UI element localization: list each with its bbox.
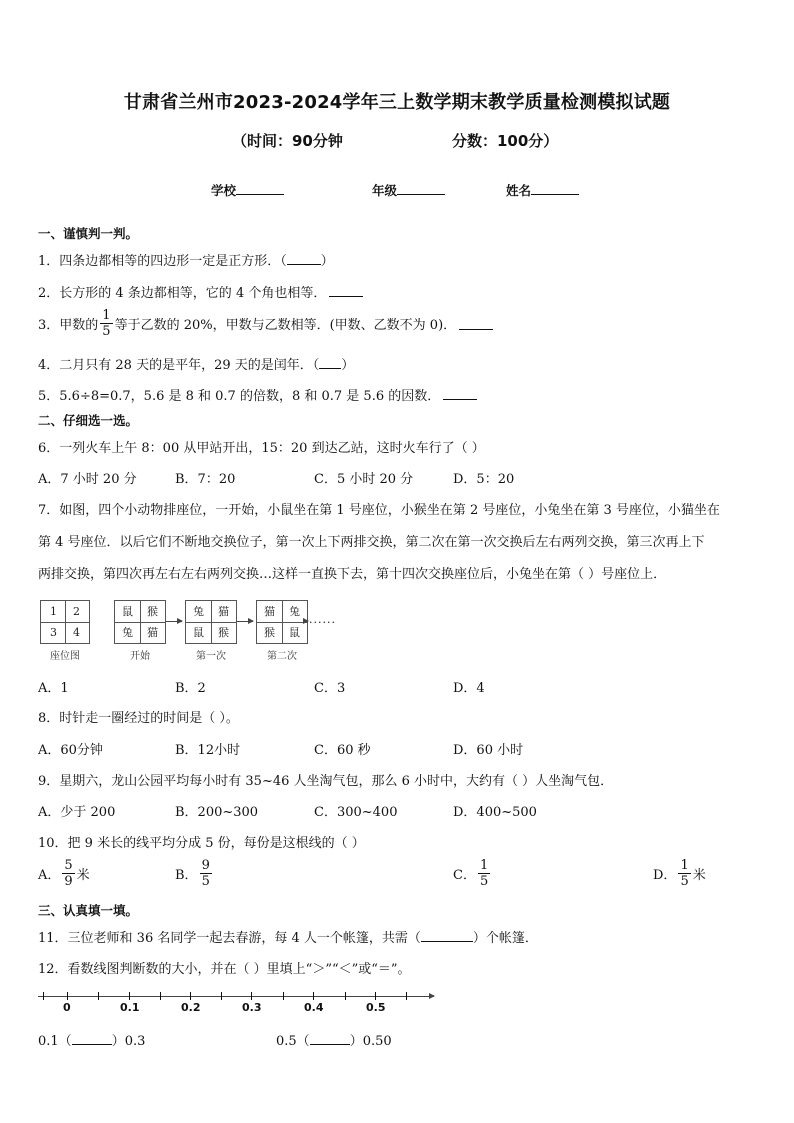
- seat-cell: 猴: [147, 605, 158, 618]
- question-3-post: 等于乙数的 20%，甲数与乙数相等．(甲数、乙数不为 0)．: [114, 318, 457, 333]
- name-label: 姓名: [506, 183, 532, 198]
- question-5-text: 5．5.6÷8=0.7，5.6 是 8 和 0.7 的倍数，8 和 0.7 是 5.6 的因数．: [38, 389, 441, 404]
- q8-option-b[interactable]: B．12小时: [175, 743, 241, 758]
- option-label: D．: [653, 868, 677, 883]
- q8-option-c[interactable]: C．60 秒: [314, 743, 371, 758]
- seat-cell: 3: [50, 626, 57, 639]
- question-2: [38, 282, 363, 301]
- compare-left-a: 0.1（: [38, 1034, 72, 1049]
- seat-cell: 兔: [289, 605, 300, 618]
- answer-blank-12a[interactable]: [72, 1032, 112, 1045]
- q10-option-c[interactable]: [453, 858, 492, 889]
- question-8: 8．时针走一圈经过的时间是（ ）。: [38, 711, 239, 726]
- seat-cell: 鼠: [122, 605, 133, 618]
- q7-option-a[interactable]: A．1: [38, 681, 69, 696]
- tick-label: 0: [63, 1001, 71, 1014]
- q9-option-c[interactable]: C．300~400: [314, 805, 398, 820]
- school-label: 学校: [211, 183, 237, 198]
- fraction-numerator: 5: [64, 858, 73, 873]
- seat-caption: 第一次: [196, 651, 226, 662]
- q8-option-d[interactable]: D．60 小时: [453, 743, 524, 758]
- q10-option-b[interactable]: [175, 858, 214, 889]
- tick: [283, 992, 284, 1000]
- option-fraction: [62, 858, 74, 889]
- fraction-denominator: 9: [64, 874, 73, 889]
- fraction-denominator: 5: [102, 324, 111, 339]
- exam-time: （时间：90分钟: [232, 132, 343, 150]
- tick-label: 0.5: [366, 1001, 386, 1014]
- tick: [345, 992, 346, 1000]
- seat-cell: 鼠: [289, 626, 300, 639]
- option-unit: 米: [76, 868, 90, 883]
- tick-label: 0.2: [181, 1001, 201, 1014]
- fraction-numerator: 1: [680, 858, 689, 873]
- question-9: 9．星期六，龙山公园平均每小时有 35~46 人坐淘气包，那么 6 小时中，大约有（ ）人坐淘气包．: [38, 774, 614, 789]
- answer-blank-5[interactable]: [443, 387, 477, 400]
- fraction-numerator: 1: [479, 858, 489, 873]
- seat-caption: 座位图: [50, 651, 80, 662]
- answer-blank-12b[interactable]: [310, 1032, 350, 1045]
- exam-score: 分数：100分）: [452, 132, 559, 150]
- seat-cell: 猫: [218, 605, 229, 618]
- compare-right-a: 0.5（: [276, 1034, 310, 1049]
- option-fraction: [478, 858, 490, 889]
- tick: [375, 992, 376, 1000]
- fraction-numerator: 1: [102, 308, 111, 323]
- question-11-text: 11．三位老师和 36 名同学一起去春游，每 4 人一个帐篷，共需（: [38, 931, 421, 946]
- seat-grid-first-swap: [185, 600, 237, 644]
- question-11-end: ）个帐篷．: [472, 931, 538, 946]
- question-10: 10．把 9 米长的线平均分成 5 份，每份是这根线的（ ）: [38, 836, 365, 851]
- tick-label: 0.1: [120, 1001, 140, 1014]
- question-11: [38, 927, 538, 946]
- seat-cell: 1: [50, 605, 57, 618]
- tick-label: 0.4: [304, 1001, 324, 1014]
- tick: [221, 992, 222, 1000]
- option-label: C．: [453, 868, 476, 883]
- compare-right-b: ）0.50: [349, 1034, 392, 1049]
- answer-blank-11[interactable]: [421, 929, 473, 942]
- option-fraction: [678, 858, 690, 889]
- name-field[interactable]: [506, 181, 579, 199]
- question-1: [38, 250, 334, 269]
- section-heading-judge: 一、谨慎判一判。: [38, 226, 139, 241]
- question-1-end: ）: [320, 254, 334, 269]
- seat-cell: 猫: [147, 626, 158, 639]
- question-7-line-2: 第 4 号座位．以后它们不断地交换位子，第一次上下两排交换，第二次在第一次交换后左右两列交换，第三次再上下: [38, 535, 705, 550]
- question-1-text: 1．四条边都相等的四边形一定是正方形．（: [38, 254, 287, 269]
- q9-option-b[interactable]: B．200~300: [175, 805, 259, 820]
- arrow-icon: [166, 621, 182, 622]
- question-7-line-1: 7．如图，四个小动物排座位，一开始，小鼠坐在第 1 号座位，小猴坐在第 2 号座位，小兔坐在第 3 号座位，小猫坐在: [38, 503, 720, 518]
- seat-cell: 猫: [264, 605, 275, 618]
- tick-label: 0.3: [242, 1001, 262, 1014]
- fraction-denominator: 5: [680, 874, 689, 889]
- seat-grid-second-swap: [256, 600, 308, 644]
- question-4: [38, 354, 354, 373]
- arrow-icon: [237, 621, 253, 622]
- q6-option-a[interactable]: A．7 小时 20 分: [38, 472, 137, 487]
- tick: [251, 992, 252, 1000]
- continuation-dots: ......: [309, 613, 336, 626]
- tick: [43, 992, 44, 1000]
- grade-label: 年级: [372, 183, 398, 198]
- q10-option-d[interactable]: [653, 858, 706, 889]
- q8-option-a[interactable]: A．60分钟: [38, 743, 103, 758]
- section-heading-fill: 三、认真填一填。: [38, 903, 139, 918]
- compare-left-b: ）0.3: [111, 1034, 146, 1049]
- seat-grid-start: [114, 600, 166, 644]
- answer-blank-4[interactable]: [319, 356, 341, 369]
- option-fraction: [200, 858, 212, 889]
- seat-cell: 猴: [218, 626, 229, 639]
- seat-cell: 兔: [193, 605, 204, 618]
- answer-blank-3[interactable]: [459, 317, 493, 330]
- tick: [98, 992, 99, 1000]
- question-3: [38, 308, 493, 339]
- fraction-one-fifth: [100, 308, 112, 339]
- option-label: A．: [38, 868, 61, 883]
- q9-option-a[interactable]: A．少于 200: [38, 805, 116, 820]
- question-5: [38, 385, 477, 404]
- question-2-text: 2．长方形的 4 条边都相等，它的 4 个角也相等．: [38, 286, 327, 301]
- seat-cell: 2: [73, 605, 80, 618]
- q10-option-a[interactable]: [38, 858, 90, 889]
- tick: [160, 992, 161, 1000]
- q7-option-c[interactable]: C．3: [314, 681, 346, 696]
- seat-cell: 4: [73, 626, 80, 639]
- fraction-numerator: 9: [201, 858, 210, 873]
- tick: [67, 992, 68, 1000]
- tick: [129, 992, 130, 1000]
- tick: [406, 992, 407, 1000]
- fraction-denominator: 5: [479, 874, 489, 889]
- page-title: 甘肃省兰州市2023-2024学年三上数学期末教学质量检测模拟试题: [123, 92, 671, 113]
- compare-left: [38, 1030, 145, 1049]
- question-4-text: 4．二月只有 28 天的是平年，29 天的是闰年．（: [38, 358, 320, 373]
- question-6: 6．一列火车上午 8：00 从甲站开出，15：20 到达乙站，这时火车行了（ ）: [38, 441, 485, 456]
- q7-option-d[interactable]: D．4: [453, 681, 485, 696]
- option-label: B．: [175, 868, 198, 883]
- seat-caption: 开始: [130, 651, 150, 662]
- school-field[interactable]: [211, 181, 284, 199]
- grade-blank[interactable]: [397, 182, 445, 195]
- q6-option-d[interactable]: D．5：20: [453, 472, 515, 487]
- seat-cell: 兔: [122, 626, 133, 639]
- option-unit: 米: [692, 868, 706, 883]
- seat-cell: 猴: [264, 626, 275, 639]
- q7-option-b[interactable]: B．2: [175, 681, 206, 696]
- question-7-line-3: 两排交换，第四次再左右左右两列交换…这样一直换下去，第十四次交换座位后，小兔坐在第（ ）号座位上．: [38, 567, 667, 582]
- tick: [313, 992, 314, 1000]
- seat-grid-numbers: [40, 600, 90, 644]
- seat-caption: 第二次: [267, 651, 297, 662]
- q6-option-b[interactable]: B．7：20: [175, 472, 236, 487]
- question-4-end: ）: [341, 358, 355, 373]
- fraction-denominator: 5: [201, 874, 210, 889]
- q9-option-d[interactable]: D．400~500: [453, 805, 537, 820]
- grade-field[interactable]: [372, 181, 445, 199]
- answer-blank-2[interactable]: [329, 284, 363, 297]
- answer-blank-1[interactable]: [287, 252, 321, 265]
- question-12: 12．看数线图判断数的大小，并在（ ）里填上“＞”“＜”或“＝”。: [38, 962, 411, 977]
- compare-right: [276, 1030, 392, 1049]
- q6-option-c[interactable]: C．5 小时 20 分: [314, 472, 414, 487]
- tick: [190, 992, 191, 1000]
- section-heading-choice: 二、仔细选一选。: [38, 413, 139, 428]
- seat-cell: 鼠: [193, 626, 204, 639]
- name-blank[interactable]: [531, 182, 579, 195]
- school-blank[interactable]: [236, 182, 284, 195]
- question-3-pre: 3．甲数的: [38, 318, 99, 333]
